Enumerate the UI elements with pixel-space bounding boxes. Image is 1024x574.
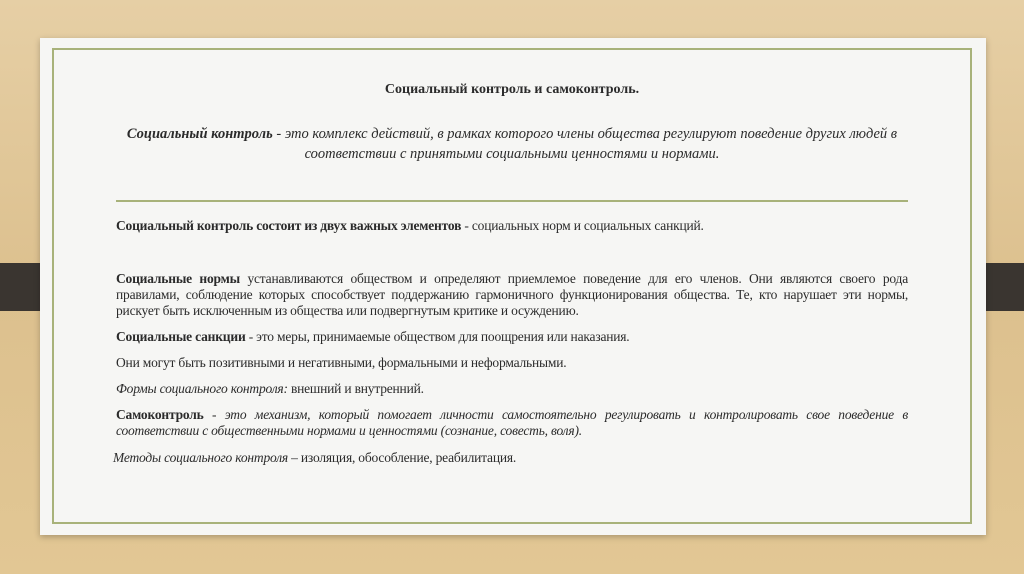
paragraph-forms [116,381,908,397]
p2-text: устанавливаются обществом и определяют приемлемое поведение для его членов. Они являются своего рода правилами, соблюдение которых способствует поддержанию гармоничного функционирования общества. Те, кто нарушает эти нормы, рискует быть исключенным из общества или подвергнутым критике и осуждению. [116,271,908,318]
p7-italic: Методы социального контроля [113,450,288,465]
p6-italic: - это механизм, который помогает личности самостоятельно регулировать и контролировать свое поведение в соответствии с общественными нормами и ценностями (сознание, совесть, воля). [116,407,908,438]
paragraph-sanctions [116,329,908,345]
p6-bold: Самоконтроль [116,407,204,422]
p3-text: - это меры, принимаемые обществом для поощрения или наказания. [245,329,630,344]
slide-title: Социальный контроль и самоконтроль. [384,82,640,97]
p4-text: Они могут быть позитивными и негативными, формальными и неформальными. [116,355,567,370]
paragraph-elements [116,218,908,234]
p1-bold: Социальный контроль состоит из двух важных элементов [116,218,462,233]
p5-italic: Формы социального контроля: [116,381,288,396]
paragraph-norms [116,271,908,319]
definition-term: Социальный контроль [126,126,273,142]
divider [116,200,908,202]
paragraph-selfcontrol [116,407,908,439]
paragraph-methods [113,450,905,466]
p7-text: – изоляция, обособление, реабилитация. [288,450,517,465]
p1-text: - социальных норм и социальных санкций. [461,218,704,233]
p3-bold: Социальные санкции [116,329,246,344]
definition [100,124,924,164]
definition-text: - это комплекс действий, в рамках которого члены общества регулируют поведение других людей в соответствии с принятыми социальными ценностями и нормами. [272,126,898,162]
p5-text: внешний и внутренний. [287,381,424,396]
paragraph-types [116,355,908,371]
p2-bold: Социальные нормы [116,271,240,286]
